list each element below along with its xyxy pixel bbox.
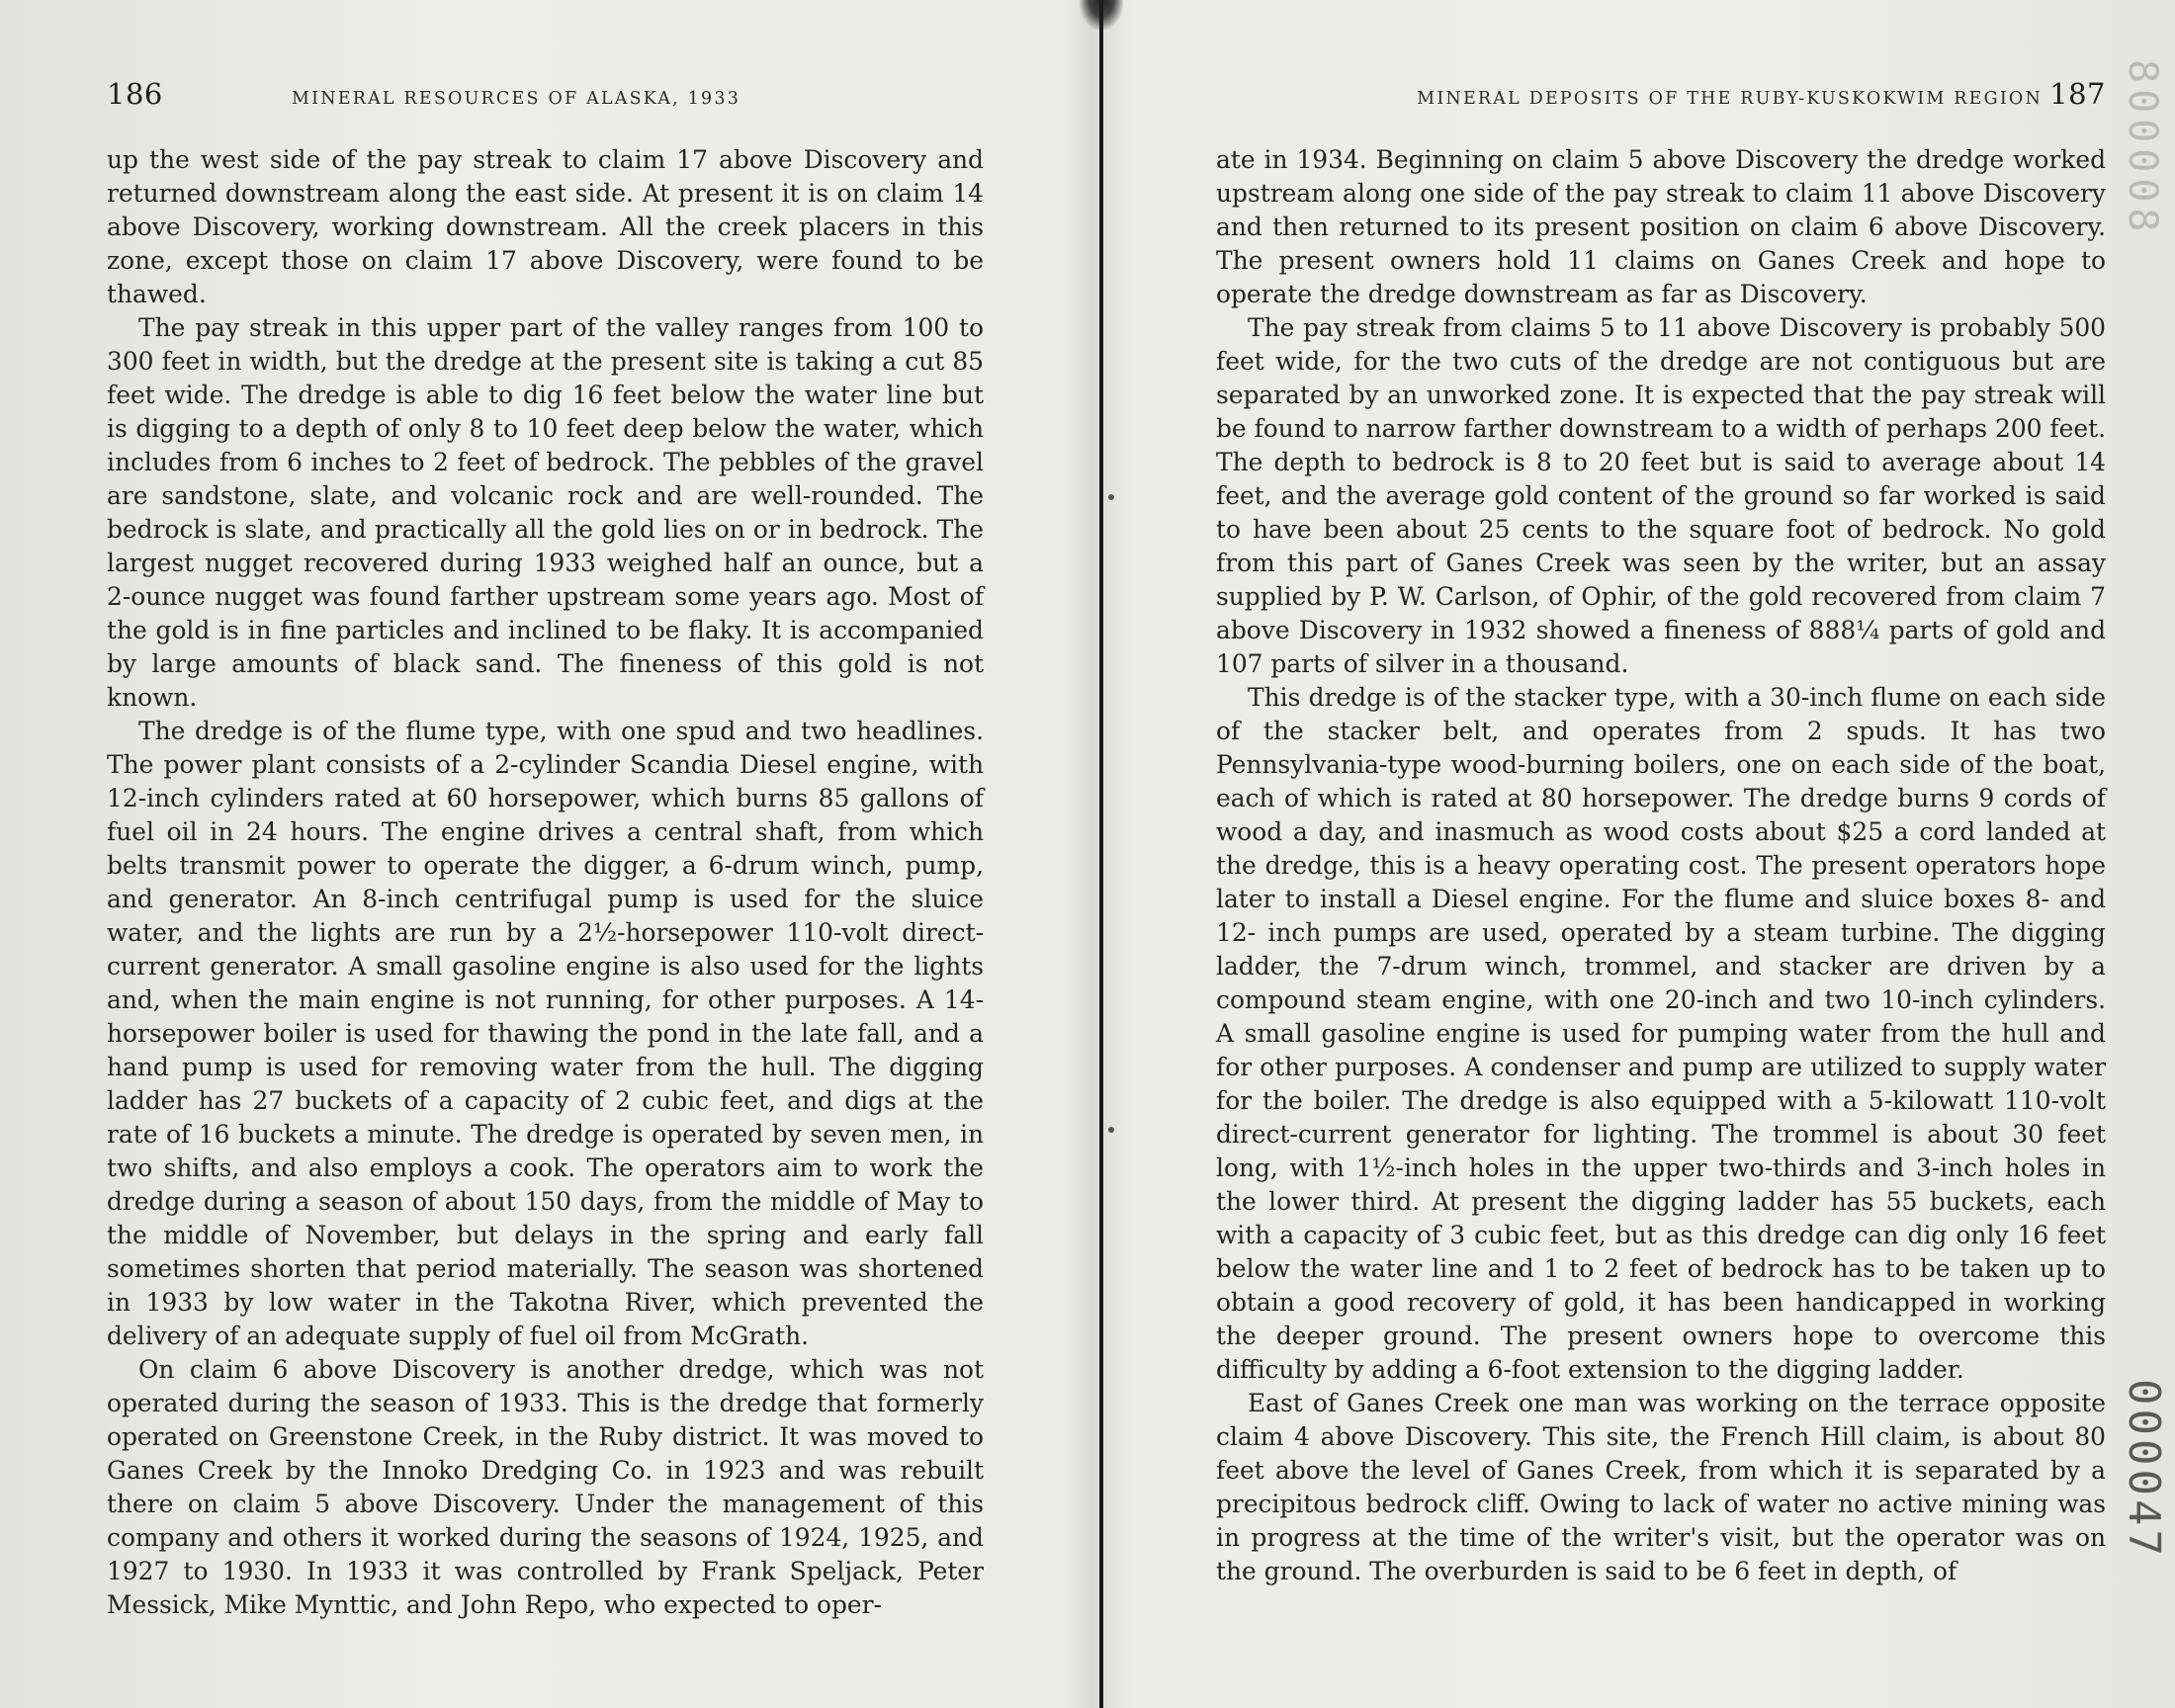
margin-speck <box>1108 494 1114 500</box>
paragraph: The pay streak in this upper part of the valley ranges from 100 to 300 feet in width, but the dredge at the present site is taking a cut 85 feet wide. The dredge is able to dig 16 feet below the water line but is digging to a depth of only 8 to 10 feet deep below the water, which includes from 6 inches to 2 feet of bedrock. The pebbles of the gravel are sandstone, slate, and volcanic rock and are well-rounded. The bedrock is slate, and practically all the gold lies on or in bedrock. The largest nugget recovered during 1933 weighed half an ounce, but a 2-ounce nugget was found farther upstream some years ago. Most of the gold is in fine particles and inclined to be flaky. It is accompanied by large amounts of black sand. The fineness of this gold is not known. <box>107 313 984 712</box>
left-page-header <box>99 77 984 117</box>
left-page-body <box>107 143 984 1622</box>
running-head: MINERAL DEPOSITS OF THE RUBY-KUSKOKWIM REGION <box>1417 89 2043 109</box>
margin-speck <box>1108 1127 1114 1133</box>
paragraph: East of Ganes Creek one man was working on the terrace opposite claim 4 above Discovery. This site, the French Hill claim, is about 80 feet above the level of Ganes Creek, from which it is separated by a precipitous bedrock cliff. Owing to lack of water no active mining was in progress at the time of the writer's visit, but the operator was on the ground. The overburden is said to be 6 feet in depth, of <box>1216 1389 2106 1585</box>
page-number: 187 <box>2049 77 2106 111</box>
paragraph: up the west side of the pay streak to claim 17 above Discovery and returned downstream along the east side. At present it is on claim 14 above Discovery, working downstream. All the creek placers in this zone, except those on claim 17 above Discovery, were found to be thawed. <box>107 145 984 308</box>
right-page-header <box>1216 77 2106 117</box>
paragraph: The dredge is of the flume type, with one spud and two headlines. The power plant consists of a 2-cylinder Scandia Diesel engine, with 12-inch cylinders rated at 60 horsepower, which burns 85 gallons of fuel oil in 24 hours. The engine drives a central shaft, from which belts transmit power to operate the digger, a 6-drum winch, pump, and generator. An 8-inch centrifugal pump is used for the sluice water, and the lights are run by a 2½-horsepower 110-volt direct-current generator. A small gasoline engine is also used for the lights and, when the main engine is not running, for other purposes. A 14-horsepower boiler is used for thawing the pond in the late fall, and a hand pump is used for removing water from the hull. The digging ladder has 27 buckets of a capacity of 2 cubic feet, and digs at the rate of 16 buckets a minute. The dredge is operated by seven men, in two shifts, and also employs a cook. The operators aim to work the dredge during a season of about 150 days, from the middle of May to the middle of November, but delays in the spring and early fall sometimes shorten that period materially. The season was shortened in 1933 by low water in the Takotna River, which prevented the delivery of an adequate supply of fuel oil from McGrath. <box>107 717 984 1350</box>
paragraph: The pay streak from claims 5 to 11 above Discovery is probably 500 feet wide, for the two cuts of the dredge are not contiguous but are separated by an unworked zone. It is expected that the pay streak will be found to narrow farther downstream to a width of perhaps 200 feet. The depth to bedrock is 8 to 20 feet but is said to average about 14 feet, and the average gold content of the ground so far worked is said to have been about 25 cents to the square foot of bedrock. No gold from this part of Ganes Creek was seen by the writer, but an assay supplied by P. W. Carlson, of Ophir, of the gold recovered from claim 7 above Discovery in 1932 showed a fineness of 888¼ parts of gold and 107 parts of silver in a thousand. <box>1216 313 2106 678</box>
right-page-body <box>1216 143 2106 1588</box>
paragraph: This dredge is of the stacker type, with a 30-inch flume on each side of the stacker belt, and operates from 2 spuds. It has two Pennsylvania-type wood-burning boilers, one on each side of the boat, each of which is rated at 80 horsepower. The dredge burns 9 cords of wood a day, and inasmuch as wood costs about $25 a cord landed at the dredge, this is a heavy operating cost. The present operators hope later to install a Diesel engine. For the flume and sluice boxes 8- and 12- inch pumps are used, operated by a steam turbine. The digging ladder, the 7-drum winch, trommel, and stacker are driven by a compound steam engine, with one 20-inch and two 10-inch cylinders. A small gasoline engine is used for pumping water from the hull and for other purposes. A condenser and pump are utilized to supply water for the boiler. The dredge is also equipped with a 5-kilowatt 110-volt direct-current generator for lighting. The trommel is about 30 feet long, with 1½-inch holes in the upper two-thirds and 3-inch holes in the lower third. At present the digging ladder has 55 buckets, each with a capacity of 3 cubic feet, but as this dredge can dig only 16 feet below the water line and 1 to 2 feet of bedrock has to be taken up to obtain a good recovery of gold, it has been handicapped in working the deeper ground. The present owners hope to overcome this difficulty by adding a 6-foot extension to the digging ladder. <box>1216 683 2106 1384</box>
book-gutter <box>1099 0 1103 1708</box>
page-number: 186 <box>107 77 163 111</box>
running-head: MINERAL RESOURCES OF ALASKA, 1933 <box>292 89 741 109</box>
margin-stamp: 000047 <box>2119 1379 2169 1560</box>
paragraph: ate in 1934. Beginning on claim 5 above Discovery the dredge worked upstream along one side of the pay streak to claim 11 above Discovery and then returned to its present position on claim 6 above Discovery. The present owners hold 11 claims on Ganes Creek and hope to operate the dredge downstream as far as Discovery. <box>1216 145 2106 308</box>
faint-margin-stamp: 800008 <box>2120 59 2165 238</box>
paragraph: On claim 6 above Discovery is another dredge, which was not operated during the season of 1933. This is the dredge that formerly operated on Greenstone Creek, in the Ruby district. It was moved to Ganes Creek by the Innoko Dredging Co. in 1923 and was rebuilt there on claim 5 above Discovery. Under the management of this company and others it worked during the seasons of 1924, 1925, and 1927 to 1930. In 1933 it was controlled by Frank Speljack, Peter Messick, Mike Mynttic, and John Repo, who expected to oper- <box>107 1355 984 1619</box>
